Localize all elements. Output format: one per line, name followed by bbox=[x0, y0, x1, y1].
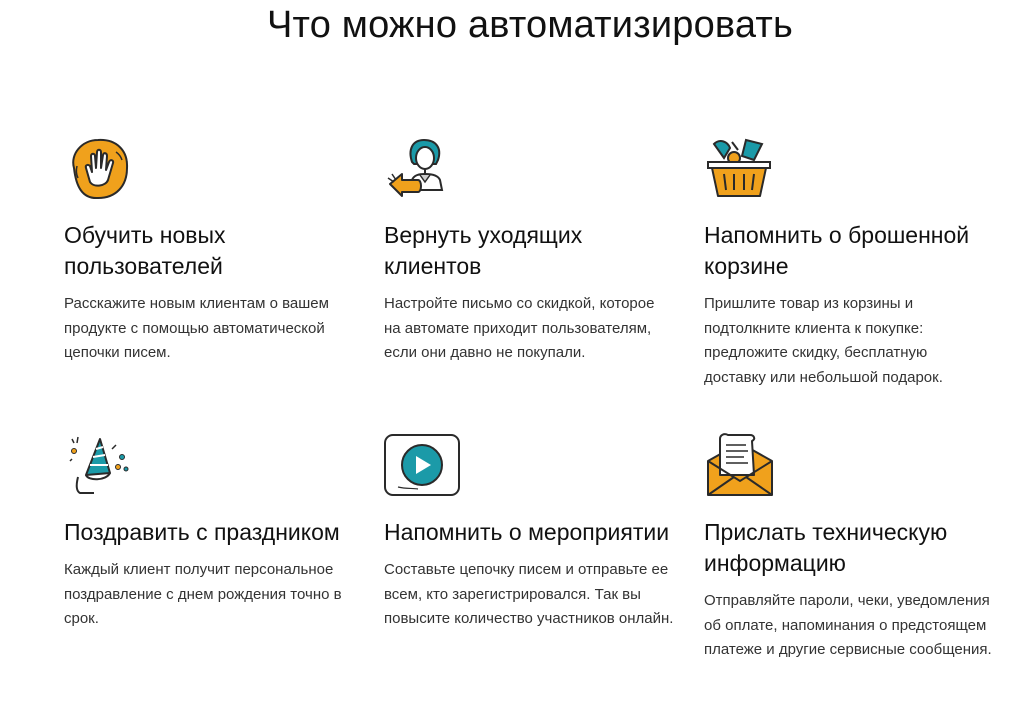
card-description: Пришлите товар из корзины и подтолкните клиента к покупке: предложите скидку, бесплатную доставку или небольшой подарок. bbox=[704, 295, 943, 386]
feature-card-technical bbox=[704, 431, 1004, 663]
card-description: Настройте письмо со скидкой, которое на автомате приходит пользователям, если они давно не покупали. bbox=[384, 295, 655, 361]
card-description: Отправляйте пароли, чеки, уведомления об оплате, напоминания о предстоящем платеже и другие сервисные сообщения. bbox=[704, 592, 992, 658]
card-title: Вернуть уходящих клиентов bbox=[384, 222, 583, 279]
card-title: Обучить новых пользователей bbox=[64, 222, 226, 279]
feature-card-event bbox=[384, 431, 684, 632]
feature-card-abandoned-cart bbox=[704, 134, 1004, 390]
card-title: Поздравить с праздником bbox=[64, 519, 340, 545]
card-title: Напомнить о брошенной корзине bbox=[704, 222, 970, 279]
page-title: Что можно автоматизировать bbox=[267, 4, 793, 46]
envelope-letter-icon bbox=[704, 431, 776, 503]
video-play-icon bbox=[384, 431, 456, 503]
returning-user-icon bbox=[384, 134, 456, 206]
waving-hand-icon bbox=[64, 134, 136, 206]
card-description: Расскажите новым клиентам о вашем продукте с помощью автоматической цепочки писем. bbox=[64, 295, 329, 361]
feature-card-retention bbox=[384, 134, 684, 366]
card-description: Составьте цепочку писем и отправьте ее всем, кто зарегистрировался. Так вы повысите количество участников онлайн. bbox=[384, 561, 674, 627]
shopping-basket-icon bbox=[704, 134, 776, 206]
feature-card-onboarding bbox=[64, 134, 364, 366]
party-hat-icon bbox=[64, 431, 136, 503]
card-title: Напомнить о мероприятии bbox=[384, 519, 670, 545]
card-description: Каждый клиент получит персональное поздравление с днем рождения точно в срок. bbox=[64, 561, 342, 627]
feature-card-celebration bbox=[64, 431, 364, 632]
card-title: Прислать техническую информацию bbox=[704, 519, 948, 576]
